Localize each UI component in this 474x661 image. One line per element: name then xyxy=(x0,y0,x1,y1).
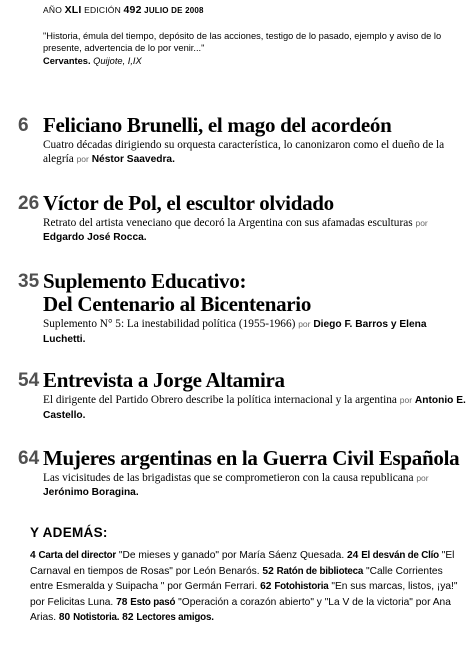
epigraph-quote: "Historia, émula del tiempo, depósito de las acciones, testigo de lo pasado, ejemplo y aviso de lo presente, advertencia de lo por venir..." xyxy=(43,31,442,53)
article-title[interactable]: Feliciano Brunelli, el mago del acordeón xyxy=(43,113,392,137)
quote-work: Quijote, I,IX xyxy=(93,56,142,66)
article-title-line-1: Suplemento Educativo: xyxy=(43,269,247,293)
article-title[interactable] xyxy=(43,270,469,316)
also-page: 24 xyxy=(347,550,359,561)
also-section[interactable]: Notistoria. xyxy=(73,612,120,624)
article-title[interactable]: Víctor de Pol, el escultor olvidado xyxy=(43,191,334,215)
also-page: 52 xyxy=(262,565,274,577)
page-number: 35 xyxy=(18,271,40,292)
epigraph-attribution xyxy=(43,55,142,67)
article-author: Antonio E. Castello. xyxy=(43,395,466,422)
by-label: por xyxy=(399,395,413,405)
article-author: Néstor Saavedra. xyxy=(91,154,175,166)
by-label: por xyxy=(76,154,89,165)
by-label: por xyxy=(415,218,428,228)
article-author: Edgardo José Rocca. xyxy=(43,232,147,244)
description-text: El dirigente del Partido Obrero describe la política internacional y la argentina xyxy=(43,394,397,406)
description-text: Las vicisitudes de las brigadistas que se comprometieron con la causa republicana xyxy=(43,472,414,484)
issue-date: JULIO DE 2008 xyxy=(144,6,204,15)
page-number: 54 xyxy=(18,370,40,391)
also-page: 78 xyxy=(116,596,128,608)
year-label: AÑO xyxy=(43,5,63,15)
also-page: 82 xyxy=(122,612,134,624)
page-number: 6 xyxy=(18,115,29,136)
page-number: 26 xyxy=(18,193,40,214)
also-section[interactable]: Carta del director xyxy=(38,550,117,561)
also-section[interactable]: Esto pasó xyxy=(130,596,176,608)
article-title[interactable]: Mujeres argentinas en la Guerra Civil Española xyxy=(43,446,460,470)
by-label: por xyxy=(416,473,429,483)
article-description xyxy=(43,393,469,423)
article-description xyxy=(43,138,469,167)
article-description xyxy=(43,317,469,347)
also-section[interactable]: El desván de Clío xyxy=(361,550,439,561)
also-text: "Operación a corazón abierto" y "La V de la victoria" por Ana Arias. xyxy=(30,596,451,624)
description-text: Retrato del artista veneciano que decoró la Argentina con sus afamadas esculturas xyxy=(43,217,413,229)
edition-value: 492 xyxy=(123,4,142,16)
quote-author: Cervantes. xyxy=(43,56,91,66)
edition-label: EDICIÓN xyxy=(84,5,121,15)
description-text: Cuatro décadas dirigiendo su orquesta característica, lo canonizaron como el dueño de la alegría xyxy=(43,139,445,166)
article-description xyxy=(43,216,469,245)
also-section[interactable]: Lectores amigos. xyxy=(136,612,214,624)
also-page: 4 xyxy=(30,550,36,561)
article-author: Jerónimo Boragina. xyxy=(43,487,139,499)
also-text: "El Carnaval en tiempos de Rosas" por León Benarós. xyxy=(30,550,455,577)
also-text: "De mieses y ganado" por María Sáenz Quesada. xyxy=(118,550,345,561)
issue-header xyxy=(43,4,204,16)
description-text: Suplemento N° 5: La inestabilidad política (1955-1966) xyxy=(43,318,296,330)
year-value: XLI xyxy=(64,4,82,16)
also-section[interactable]: Fotohistoria xyxy=(274,581,329,593)
also-list xyxy=(30,548,468,626)
article-description xyxy=(43,471,469,500)
article-title[interactable]: Entrevista a Jorge Altamira xyxy=(43,368,285,392)
also-page: 62 xyxy=(260,581,272,593)
article-author: Diego F. Barros y Elena Luchetti. xyxy=(43,319,427,346)
page-number: 64 xyxy=(18,448,40,469)
also-page: 80 xyxy=(58,612,71,624)
also-heading: Y ADEMÁS: xyxy=(30,525,108,540)
article-title-line-2: Del Centenario al Bicentenario xyxy=(43,292,312,316)
also-text: "Calle Corrientes entre Esmeralda y Suipacha " por Germán Ferrari. xyxy=(30,565,443,593)
also-section[interactable]: Ratón de biblioteca xyxy=(276,565,364,577)
also-text: "En sus marcas, listos, ¡ya!" por Felicitas Luna. xyxy=(30,581,458,608)
by-label: por xyxy=(298,319,311,329)
